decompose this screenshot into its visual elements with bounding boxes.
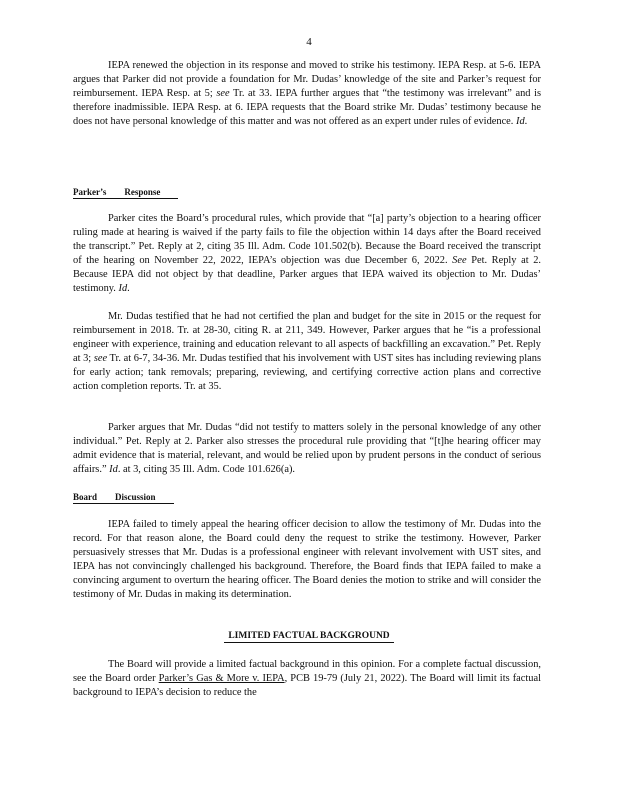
page-number: 4 [306, 36, 312, 48]
paragraph-board-discussion: IEPA failed to timely appeal the hearing officer decision to allow the testimony of Mr. Dudas into the record. For that reason alone, the Board could deny the request to strike the testimony. However, Parker persuasively stresses that Mr. Dudas is a professional engineer with relevant involvement with UST sites, and IEPA has not convincingly challenged his background. Therefore, the Board finds that IEPA failed to make a convincing argument to overturn the hearing officer. The Board denies the motion to strike and will consider the testimony of Mr. Dudas in making its determination. [73, 519, 541, 600]
id-citation: Id [109, 464, 118, 475]
case-citation: Parker’s Gas & More v. IEPA [158, 673, 285, 684]
paragraph-parker-cites-rules: Parker cites the Board’s procedural rules, which provide that “[a] party’s objection to a hearing officer ruling made at hearing is waived if the party fails to file the objection within 14 days after the Board received the transcript.” Pet. Reply at 2, citing 35 Ill. Adm. Code 101.502(b). Because the Board received the transcript of the hearing on November 22, 2022, IEPA’s objection was due December 6, 2022. See Pet. Reply at 2. Because IEPA did not object by that deadline, Parker argues that IEPA waived its objection to Mr. Dudas’ testimony. Id. [73, 213, 541, 294]
see-signal: see [93, 353, 108, 364]
see-signal: see [216, 88, 230, 99]
paragraph-iepa-objection: IEPA renewed the objection in its response and moved to strike his testimony. IEPA Resp. at 5-6. IEPA argues that Parker did not provide a foundation for Mr. Dudas’ knowledge of the site and Parker’s request for reimbursement. IEPA Resp. at 5; see Tr. at 33. IEPA further argues that “the testimony was irrelevant” and is therefore inadmissible. IEPA Resp. at 6. IEPA requests that the Board strike Mr. Dudas’ testimony because he does not have personal knowledge of this matter and was not offered as an expert under rules of evidence. Id. [73, 60, 541, 127]
paragraph-dudas-testified: Mr. Dudas testified that he had not certified the plan and budget for the site in 2015 or the request for reimbursement in 2018. Tr. at 28-30, citing R. at 211, 349. However, Parker argues that he “is a professional engineer with experience, training and education relevant to all aspects of backfilling an excavation.” Pet. Reply at 3; see Tr. at 6-7, 34-36. Mr. Dudas testified that his involvement with UST sites has including reviewing plans for early action; tank removals; preparing, reviewing, and certifying corrective action plans and corrective action completion reports. Tr. at 35. [73, 311, 541, 392]
heading-parkers-response: Parker’s Response [73, 187, 178, 199]
id-citation: Id [516, 116, 525, 127]
heading-board-discussion: Board Discussion [73, 492, 174, 504]
heading-limited-factual-background: LIMITED FACTUAL BACKGROUND [0, 631, 618, 641]
paragraph-factual-background: The Board will provide a limited factual background in this opinion. For a complete factual discussion, see the Board order Parker’s Gas & More v. IEPA, PCB 19-79 (July 21, 2022). The Board will limit its factual background to IEPA’s decision to reduce the [73, 659, 541, 698]
id-citation: Id [118, 283, 128, 294]
see-signal: See [452, 255, 467, 266]
paragraph-parker-argues: Parker argues that Mr. Dudas “did not testify to matters solely in the personal knowledge of any other individual.” Pet. Reply at 2. Parker also stresses the procedural rule providing that “[t]he hearing officer may admit evidence that is material, relevant, and would be relied upon by prudent persons in the conduct of serious affairs.” Id. at 3, citing 35 Ill. Adm. Code 101.626(a). [73, 422, 541, 475]
